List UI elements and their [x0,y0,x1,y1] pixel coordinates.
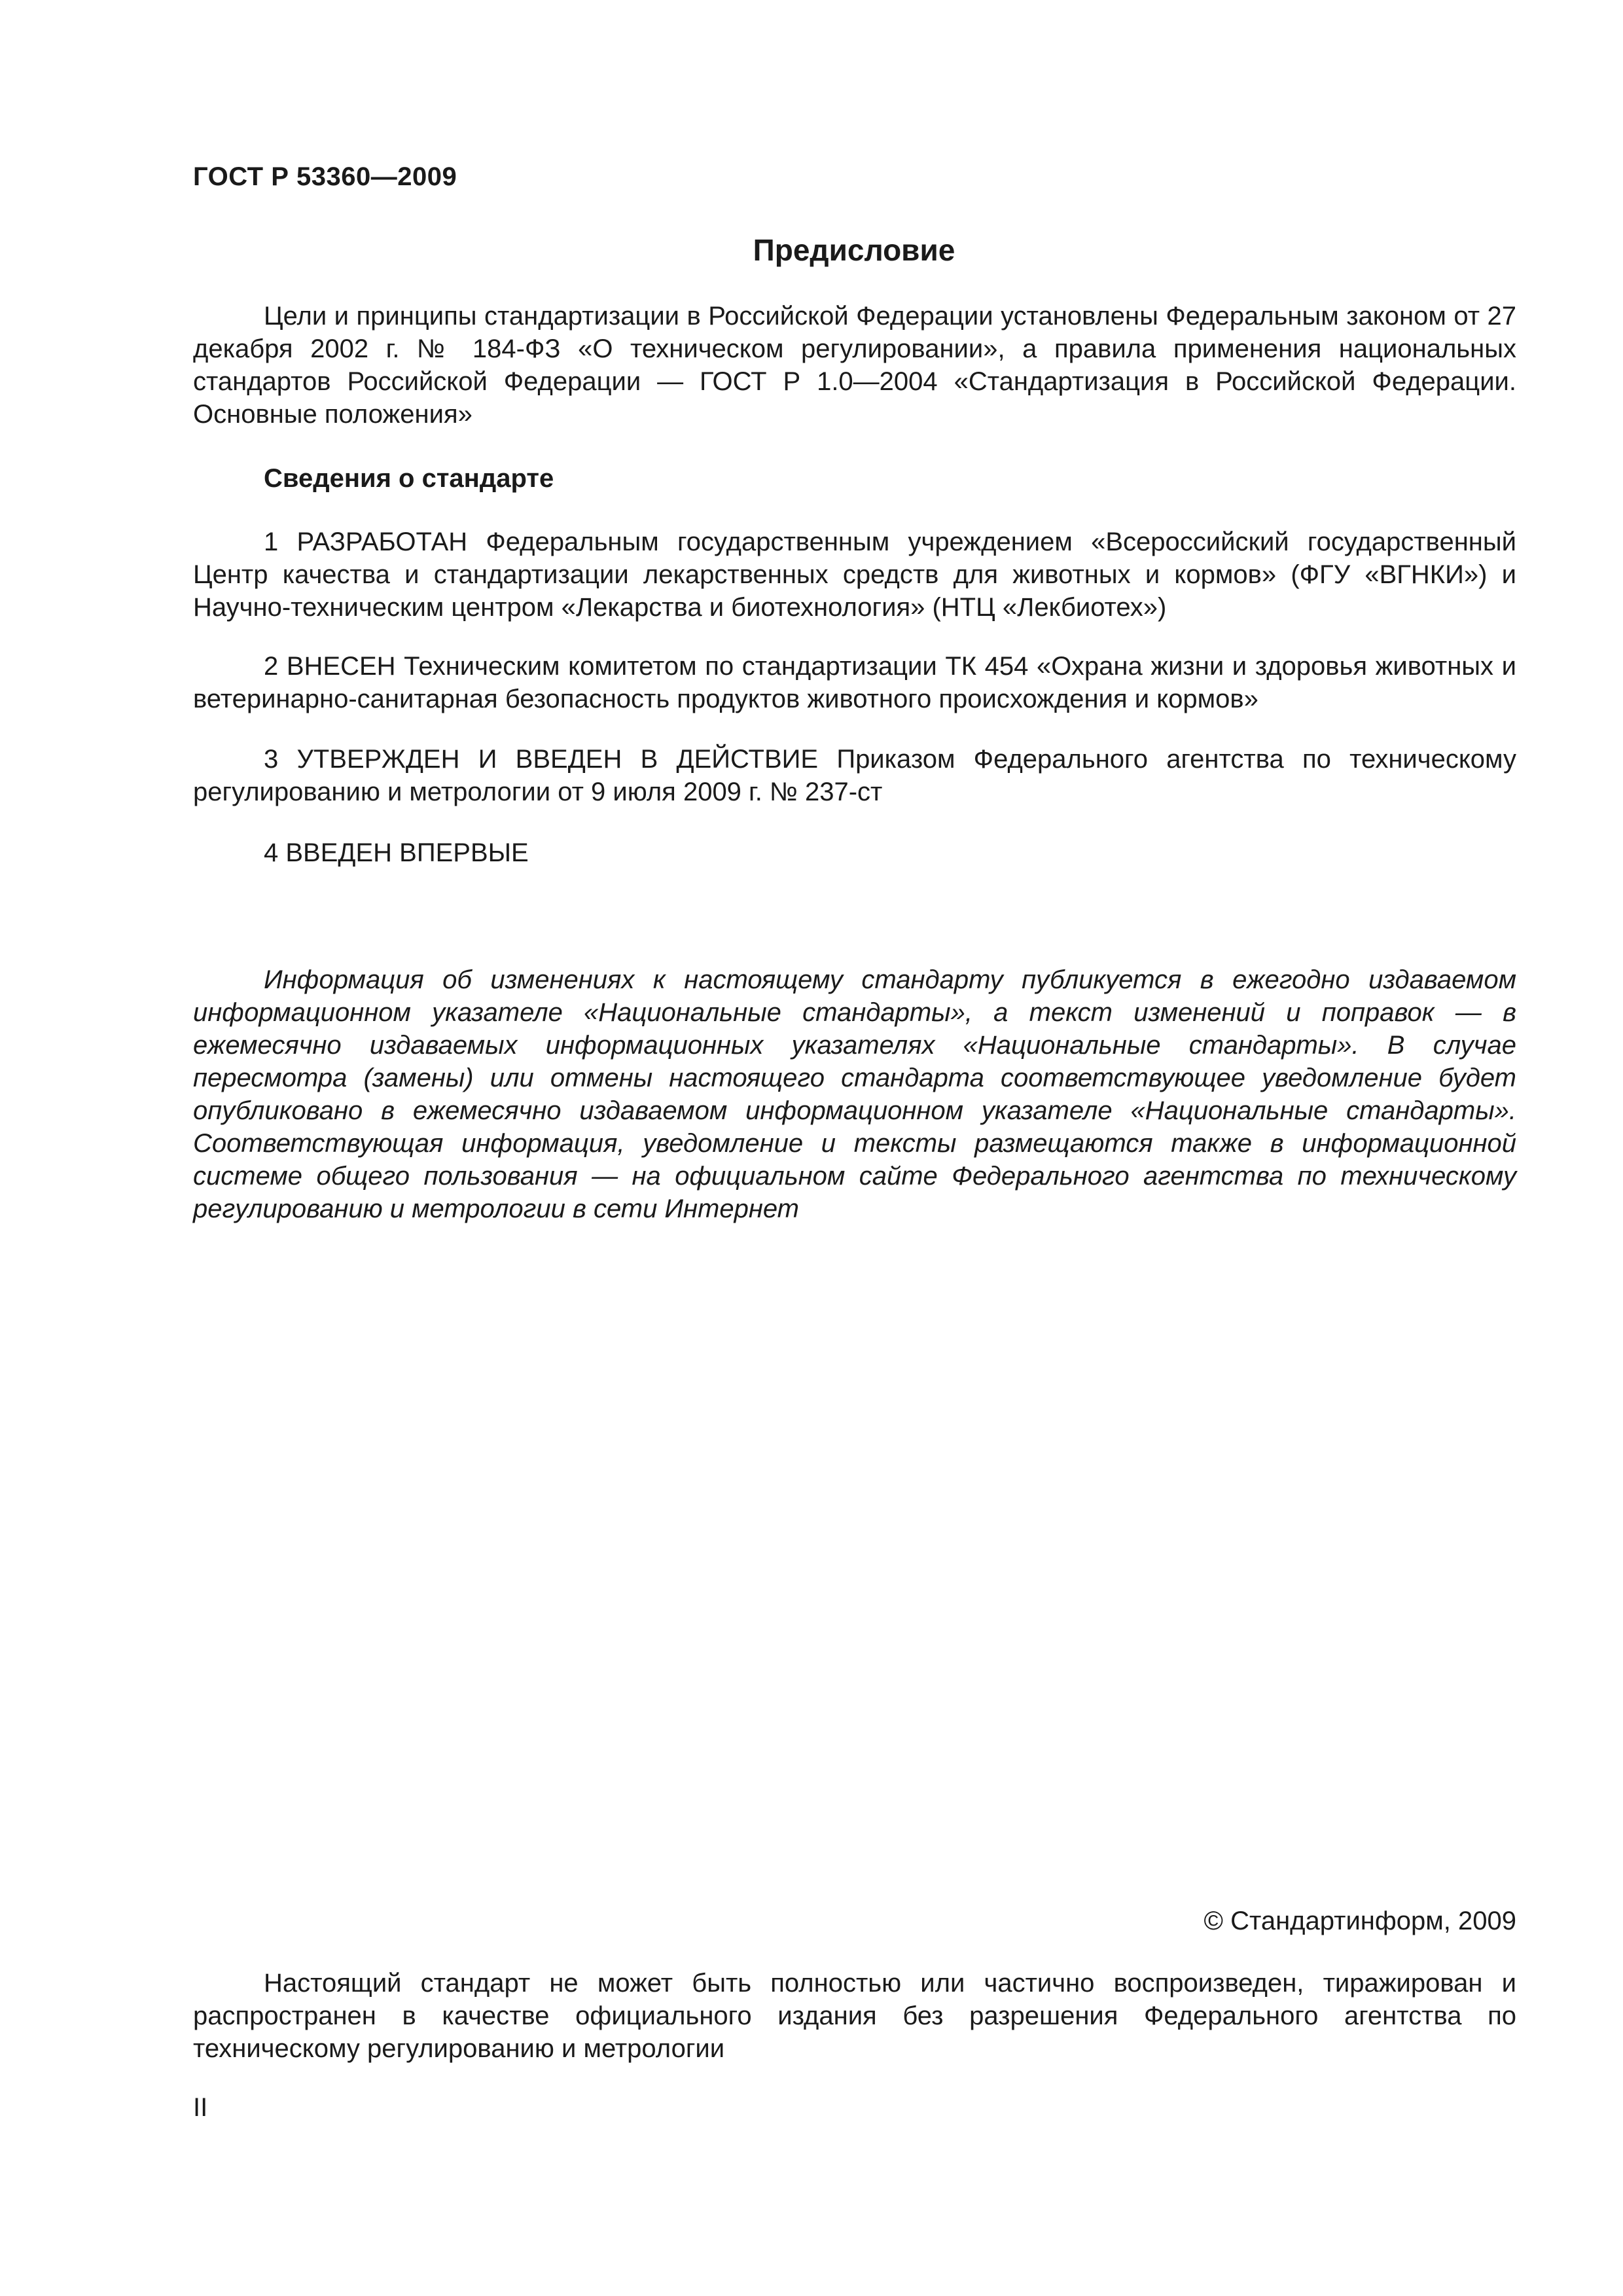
info-item-approved: 3 УТВЕРЖДЕН И ВВЕДЕН В ДЕЙСТВИЕ Приказом Федерального агентства по техническому регулированию и метрологии от 9 июля 2009 г. № 237-ст [193,745,1516,806]
intro-paragraph: Цели и принципы стандартизации в Российской Федерации установлены Федеральным законом от 27 декабря 2002 г. № 184-ФЗ «О техническом регулировании», а правила применения национальных стандартов Российской Федерации — ГОСТ Р 1.0—2004 «Стандартизация в Российской Федерации. Основные положения» [193,302,1516,429]
reproduction-notice: Настоящий стандарт не может быть полностью или частично воспроизведен, тиражирован и распространен в качестве официального издания без разрешения Федерального агентства по техническому регулированию и метрологии [193,1969,1516,2063]
info-item-first-introduced: 4 ВВЕДЕН ВПЕРВЫЕ [264,838,529,867]
page-title: Предисловие [753,233,955,267]
standard-code: ГОСТ Р 53360—2009 [193,162,457,191]
info-item-developed: 1 РАЗРАБОТАН Федеральным государственным учреждением «Всероссийский государственный Центр качества и стандартизации лекарственных средств для животных и кормов» (ФГУ «ВГНКИ») и Научно-техническим центром «Лекарства и биотехнология» (НТЦ «Лекбиотех») [193,528,1516,622]
changes-info-notice: Информация об изменениях к настоящему стандарту публикуется в ежегодно издаваемом информационном указателе «Национальные стандарты», а текст изменений и поправок — в ежемесячно издаваемых информационных указателях «Национальные стандарты». В случае пересмотра (замены) или отмены настоящего стандарта соответствующее уведомление будет опубликовано в ежемесячно издаваемом информационном указателе «Национальные стандарты». Соответствующая информация, уведомление и тексты размещаются также в информационной системе общего пользования — на официальном сайте Федерального агентства по техническому регулированию и метрологии в сети Интернет [193,965,1516,1223]
standard-info-heading: Сведения о стандарте [264,464,554,493]
copyright-line: © Стандартинформ, 2009 [1204,1907,1516,1935]
page-number: II [193,2093,208,2122]
info-item-submitted: 2 ВНЕСЕН Техническим комитетом по стандартизации ТК 454 «Охрана жизни и здоровья животных и ветеринарно-санитарная безопасность продуктов животного происхождения и кормов» [193,652,1516,713]
